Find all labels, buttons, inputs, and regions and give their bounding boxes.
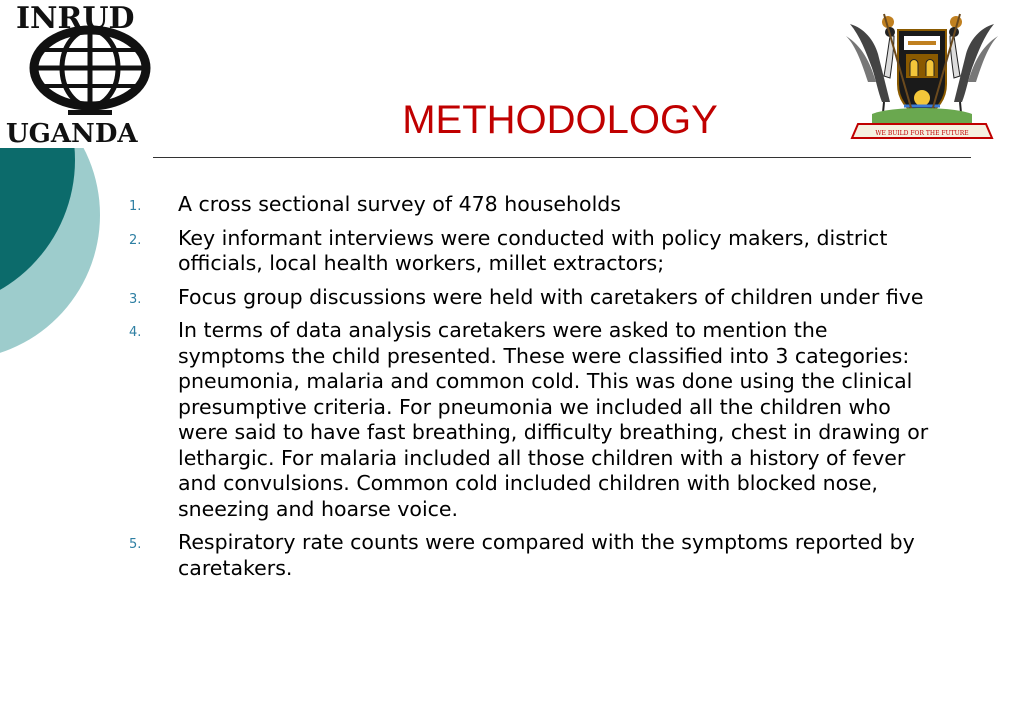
list-item (126, 192, 931, 218)
globe-icon (34, 30, 146, 115)
crane-right-icon (949, 16, 998, 124)
shield-icon (898, 30, 946, 118)
uganda-coat-of-arms-icon (842, 6, 1002, 146)
page-title: METHODOLOGY (402, 98, 718, 142)
list-item-number: 4. (129, 325, 142, 340)
list-item-text: Focus group discussions were held with caretakers of children under five (178, 284, 924, 309)
inrud-uganda-logo (0, 0, 205, 148)
list-item-text: Respiratory rate counts were compared with the symptoms reported by caretakers. (178, 530, 915, 580)
list-item-text: In terms of data analysis caretakers were asked to mention the symptoms the child presented. These were classified into 3 categories: pneumonia, malaria and common cold. This was done using the clinical presumptive criteria. For pneumonia we included all the children who were said to have fast breathing, difficulty breathing, chest in drawing or lethargic. For malaria included all those children with a history of fever and convulsions. Common cold included children with blocked nose, sneezing and hoarse voice. (178, 318, 929, 521)
crane-left-icon (846, 16, 895, 124)
list-item-text: Key informant interviews were conducted with policy makers, district officials, local health workers, millet extractors; (178, 225, 888, 275)
logo-top-text: INRUD (16, 1, 135, 36)
title-divider (153, 157, 971, 158)
list-item (126, 285, 931, 311)
list-item-number: 3. (129, 291, 142, 307)
methodology-list-container (126, 192, 931, 589)
list-item-number: 2. (129, 232, 142, 248)
list-item (126, 530, 931, 581)
list-item-number: 1. (129, 199, 142, 214)
list-item-number: 5. (129, 537, 142, 552)
list-item (126, 226, 931, 277)
methodology-list (126, 192, 931, 581)
list-item-text: A cross sectional survey of 478 households (178, 192, 621, 216)
motto-text: WE BUILD FOR THE FUTURE (875, 130, 969, 137)
logo-bottom-text: UGANDA (6, 119, 138, 148)
list-item (126, 318, 931, 522)
